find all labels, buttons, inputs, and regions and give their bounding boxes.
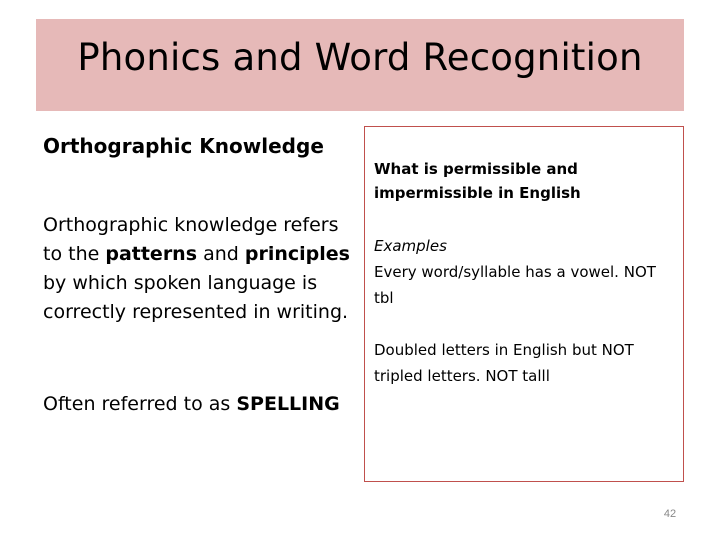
box-heading: What is permissible and impermissible in English	[374, 160, 581, 202]
often-referred-line	[43, 393, 340, 415]
often-bold-spelling: SPELLING	[236, 393, 340, 415]
left-column	[43, 134, 363, 415]
often-prefix: Often referred to as	[43, 393, 237, 415]
example-vowel: Every word/syllable has a vowel. NOT tbl	[374, 263, 656, 307]
paragraph-text-1: Orthographic knowledge refers to the	[43, 214, 339, 265]
paragraph-text-3: by which spoken language is correctly represented in writing.	[43, 272, 349, 323]
paragraph-text-2: and	[197, 243, 245, 265]
title-band	[36, 19, 684, 111]
definition-paragraph	[43, 211, 363, 327]
examples-label: Examples	[374, 237, 447, 255]
subheading: Orthographic Knowledge	[43, 134, 324, 158]
examples-block	[374, 233, 674, 311]
paragraph-bold-principles: principles	[244, 243, 350, 265]
examples-box	[364, 126, 684, 482]
page-number: 42	[663, 508, 677, 520]
paragraph-bold-patterns: patterns	[105, 243, 198, 265]
slide-title: Phonics and Word Recognition	[77, 36, 643, 79]
example-doubled-letters: Doubled letters in English but NOT tripled letters. NOT talll	[374, 341, 634, 385]
